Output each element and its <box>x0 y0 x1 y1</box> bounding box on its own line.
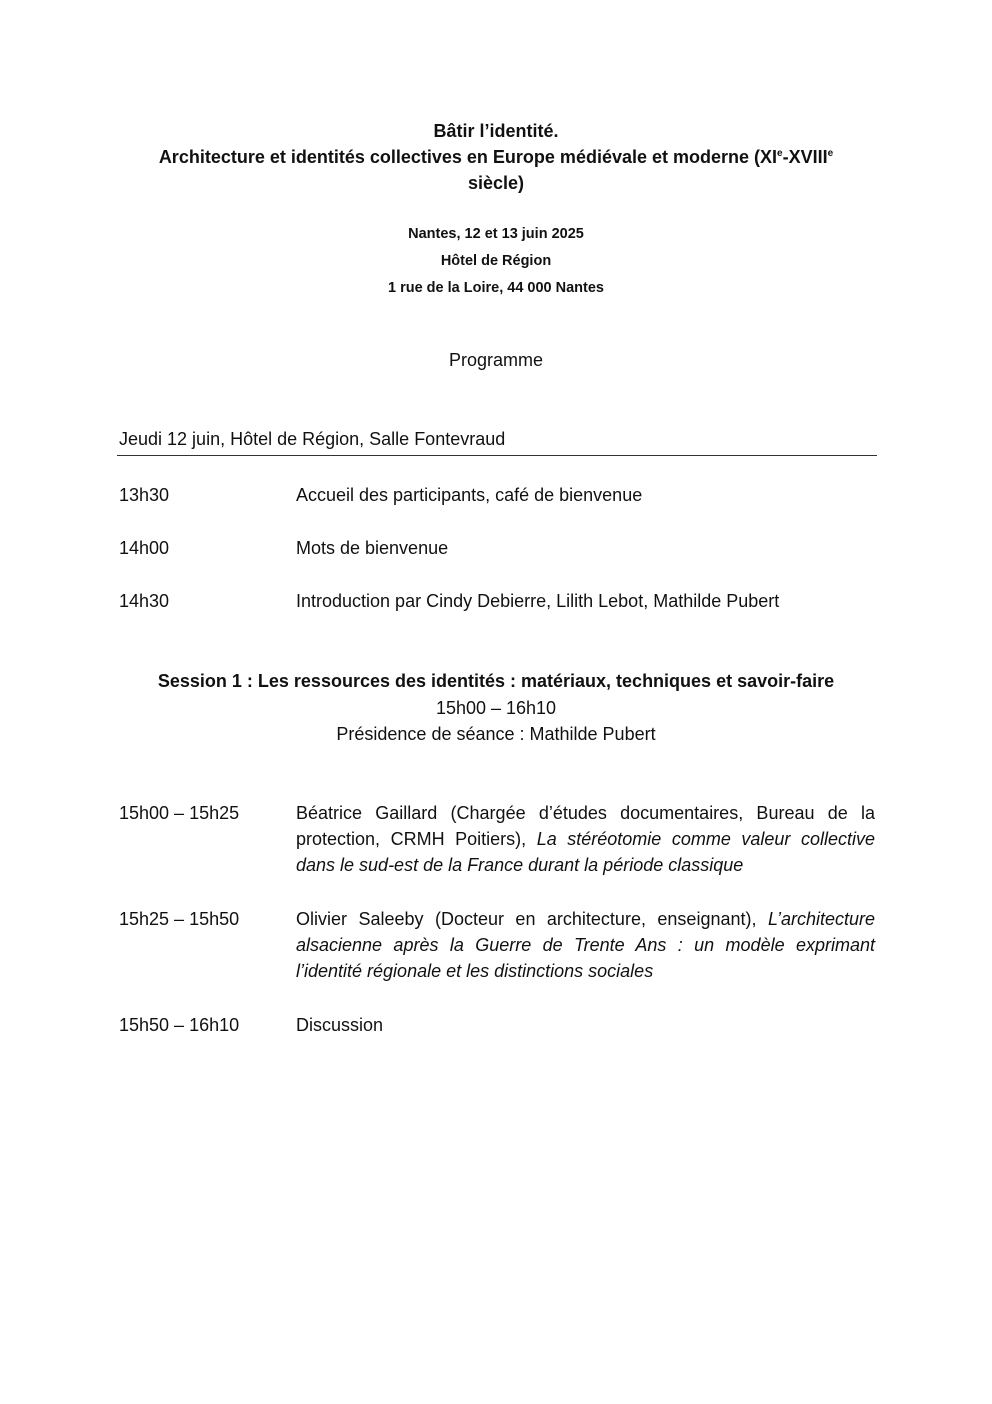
talk-speaker: Olivier Saleeby (Docteur en architecture, enseignant), <box>296 909 768 929</box>
talk-title: L’architecture alsacienne après la Guerre de Trente Ans : un modèle exprimant l’identité régionale et les distinctions sociales <box>296 909 875 981</box>
document-title-line-3: siècle) <box>467 173 525 193</box>
schedule-time: 14h30 <box>119 591 170 611</box>
session-title: Session 1 : Les ressources des identités : matériaux, techniques et savoir-faire <box>157 671 835 691</box>
programme-label: Programme <box>448 350 544 370</box>
title-superscript-2: e <box>827 148 834 159</box>
event-date: Nantes, 12 et 13 juin 2025 <box>408 226 584 242</box>
schedule-time: 14h00 <box>119 538 170 558</box>
event-venue: Hôtel de Région <box>440 253 552 269</box>
document-title-line-2 <box>100 144 892 170</box>
talk-description <box>296 1012 875 1038</box>
document-title-line-1: Bâtir l’identité. <box>433 121 559 141</box>
talk-speaker: Discussion <box>296 1015 384 1035</box>
schedule-time: 13h30 <box>119 485 170 505</box>
event-address: 1 rue de la Loire, 44 000 Nantes <box>388 280 604 296</box>
talk-time: 15h00 – 15h25 <box>119 803 240 823</box>
schedule-description: Accueil des participants, café de bienvenue <box>296 485 643 505</box>
talk-title: La stéréotomie comme valeur collective dans le sud-est de la France durant la période classique <box>296 829 875 875</box>
session-chair: Présidence de séance : Mathilde Pubert <box>336 724 656 744</box>
schedule-description: Mots de bienvenue <box>296 538 449 558</box>
talk-description <box>296 800 875 878</box>
talk-time: 15h50 – 16h10 <box>119 1015 240 1035</box>
title-text-a: Architecture et identités collectives en Europe médiévale et moderne (XI <box>158 147 778 167</box>
title-text-b: -XVIII <box>782 147 828 167</box>
talk-speaker: Béatrice Gaillard (Chargée d’études documentaires, Bureau de la protection, CRMH Poitiers), <box>296 803 875 849</box>
talk-time: 15h25 – 15h50 <box>119 909 240 929</box>
schedule-description: Introduction par Cindy Debierre, Lilith Lebot, Mathilde Pubert <box>296 591 780 611</box>
day-heading: Jeudi 12 juin, Hôtel de Région, Salle Fontevraud <box>119 429 506 449</box>
session-time: 15h00 – 16h10 <box>435 698 557 718</box>
talk-description <box>296 906 875 984</box>
divider-rule <box>117 455 877 456</box>
title-superscript-1: e <box>777 148 783 159</box>
